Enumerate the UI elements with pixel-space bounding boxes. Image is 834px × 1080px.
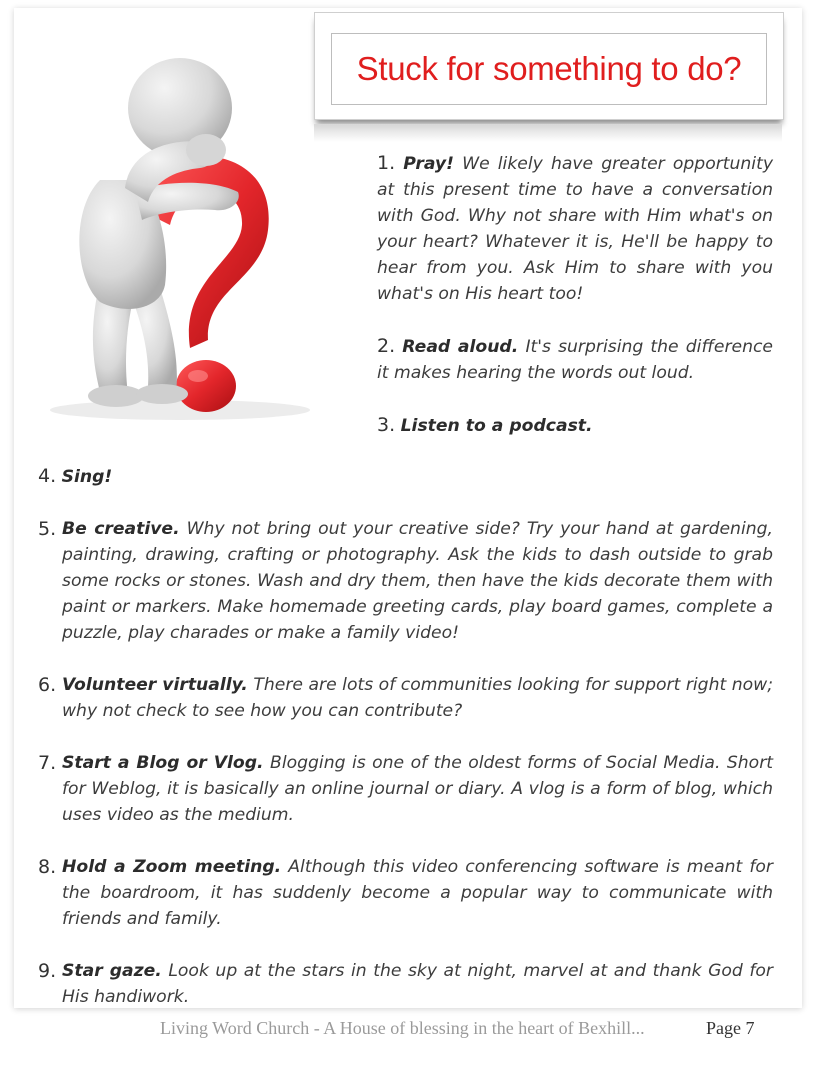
title-frame xyxy=(331,33,767,105)
item-number: 9. xyxy=(38,960,57,982)
item-number: 8. xyxy=(38,856,57,878)
page-title: Stuck for something to do? xyxy=(356,50,742,87)
item-title: Hold a Zoom meeting. xyxy=(62,857,282,877)
list-item xyxy=(38,672,773,724)
figure-illustration xyxy=(30,30,330,430)
item-number: 5. xyxy=(38,518,57,540)
item-title: Star gaze. xyxy=(62,961,162,981)
page-number: Page 7 xyxy=(706,1018,755,1038)
thinking-figure-with-question-mark-icon xyxy=(30,30,330,430)
item-title: Be creative. xyxy=(62,519,180,539)
list-item xyxy=(38,750,773,828)
item-title: Sing! xyxy=(61,467,113,487)
list-item xyxy=(377,150,773,307)
item-text: Although this video conferencing software is meant for the boardroom, it has suddenly become a popular way to communicate with friends and family. xyxy=(62,857,773,929)
item-number: 7. xyxy=(38,752,57,774)
item-text: We likely have greater opportunity at this present time to have a conversation with God. Why not share with Him what's on your heart? Whatever it is, He'll be happy to hear from you. Ask Him to share with you what's on His heart too! xyxy=(377,154,773,304)
item-text: Why not bring out your creative side? Try your hand at gardening, painting, drawing, crafting or photography. Ask the kids to dash outside to grab some rocks or stones. Wash and dry them, then have the kids decorate them with paint or markers. Make homemade greeting cards, play board games, complete a puzzle, play charades or make a family video! xyxy=(62,519,773,643)
list-item xyxy=(377,412,773,439)
title-box-shadow xyxy=(314,124,782,142)
item-text: There are lots of communities looking for support right now; why not check to see how you can contribute? xyxy=(62,675,773,721)
list-item xyxy=(38,958,773,1010)
tips-list-top xyxy=(377,150,773,439)
list-item xyxy=(38,516,773,646)
footer-tagline: Living Word Church - A House of blessing in the heart of Bexhill... xyxy=(160,1018,645,1038)
list-item xyxy=(38,854,773,932)
item-number: 2. xyxy=(377,335,396,357)
item-number: 4. xyxy=(38,465,57,487)
item-title: Start a Blog or Vlog. xyxy=(62,753,264,773)
item-number: 1. xyxy=(377,152,396,174)
item-text: It's surprising the difference it makes hearing the words out loud. xyxy=(377,337,773,383)
item-title: Read aloud. xyxy=(402,337,519,357)
list-item xyxy=(377,333,773,386)
item-text: Blogging is one of the oldest forms of Social Media. Short for Weblog, it is basically an online journal or diary. A vlog is a form of blog, which uses video as the medium. xyxy=(62,753,773,825)
tips-list-bottom xyxy=(38,463,773,1010)
list-item xyxy=(38,463,773,490)
item-number: 6. xyxy=(38,674,57,696)
item-title: Volunteer virtually. xyxy=(62,675,248,695)
item-title: Listen to a podcast. xyxy=(400,416,593,436)
item-title: Pray! xyxy=(403,154,454,174)
item-text: Look up at the stars in the sky at night, marvel at and thank God for His handiwork. xyxy=(62,961,773,1007)
title-box xyxy=(314,12,784,120)
item-number: 3. xyxy=(377,414,396,436)
